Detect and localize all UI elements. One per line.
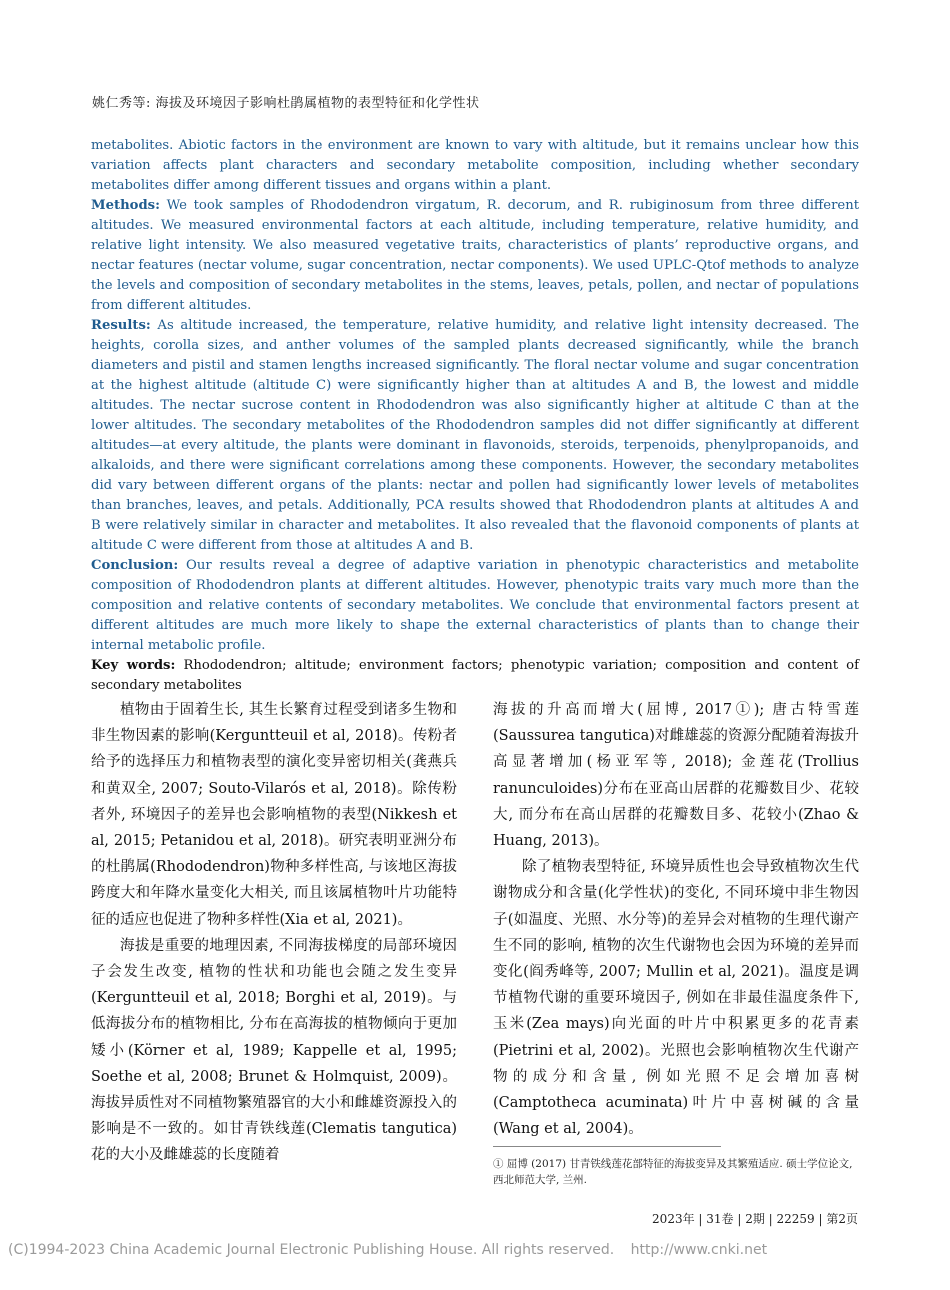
results-label: Results: (91, 318, 151, 333)
keywords (91, 656, 859, 696)
body-column-left (91, 697, 457, 1169)
running-header: 姚仁秀等: 海拔及环境因子影响杜鹃属植物的表型特征和化学性状 (92, 96, 480, 111)
footnote-divider (493, 1146, 721, 1147)
right-paragraph-2: 除了植物表型特征, 环境异质性也会导致植物次生代谢物成分和含量(化学性状)的变化, 不同环境中非生物因子(如温度、光照、水分等)的差异会对植物的生理代谢产生不同的影响, 植物的次生代谢物也会因为环境的差异而变化(阎秀峰等, 2007; Mullin et al, 2021)。温度是调节植物代谢的重要环境因子, 例如在非最佳温度条件下, 玉米(Zea mays)向光面的叶片中积累更多的花青素(Pietrini et al, 2002)。光照也会影响植物次生代谢产物的成分和含量, 例如光照不足会增加喜树(Camptotheca acuminata)叶片中喜树碱的含量(Wang et al, 2004)。 (493, 859, 859, 1138)
results-text: As altitude increased, the temperature, relative humidity, and relative light intensity decreased. The heights, corolla sizes, and anther volumes of the sampled plants decreased significantly, while the branch diameters and pistil and stamen lengths increased significantly. The floral nectar volume and sugar concentration at the highest altitude (altitude C) were significantly higher than at altitudes A and B, the lowest and middle altitudes. The nectar sucrose content in Rhododendron was also significantly higher at altitude C than at the lower altitudes. The secondary metabolites of the Rhododendron samples did not differ significantly at different altitudes—at every altitude, the plants were dominant in flavonoids, steroids, terpenoids, phenylpropanoids, and alkaloids, and there were significant correlations among these components. However, the secondary metabolites did vary between different organs of the plants: nectar and pollen had significantly lower levels of metabolites than branches, leaves, and petals. Additionally, PCA results showed that Rhododendron plants at altitudes A and B were relatively similar in character and metabolites. It also revealed that the flavonoid components of plants at altitude C were different from those at altitudes A and B. (91, 318, 859, 553)
keywords-label: Key words: (91, 658, 176, 673)
keywords-text: Rhododendron; altitude; environment factors; phenotypic variation; composition and content of secondary metabolites (91, 658, 859, 693)
page-info: 2023年 | 31卷 | 2期 | 22259 | 第2页 (652, 1212, 858, 1226)
english-abstract (91, 136, 859, 696)
left-paragraph-2: 海拔是重要的地理因素, 不同海拔梯度的局部环境因子会发生改变, 植物的性状和功能也会随之发生变异(Kerguntteuil et al, 2018; Borghi et al, 2019)。与低海拔分布的植物相比, 分布在高海拔的植物倾向于更加矮小(Körner et al, 1989; Kappelle et al, 1995; Soethe et al, 2008; Brunet & Holmquist, 2009)。海拔异质性对不同植物繁殖器官的大小和雌雄资源投入的影响是不一致的。如甘青铁线莲(Clematis tangutica)花的大小及雌雄蕊的长度随着 (91, 937, 457, 1164)
left-paragraph-1: 植物由于固着生长, 其生长繁育过程受到诸多生物和非生物因素的影响(Kerguntteuil et al, 2018)。传粉者给予的选择压力和植物表型的演化变异密切相关(龚燕兵和黄双全, 2007; Souto-Vilarós et al, 2018)。除传粉者外, 环境因子的差异也会影响植物的表型(Nikkesh et al, 2015; Petanidou et al, 2018)。研究表明亚洲分布的杜鹃属(Rhododendron)物种多样性高, 与该地区海拔跨度大和年降水量变化大相关, 而且该属植物叶片功能特征的适应也促进了物种多样性(Xia et al, 2021)。 (91, 702, 457, 928)
body-column-right (493, 697, 859, 1142)
conclusion-text: Our results reveal a degree of adaptive variation in phenotypic characteristics and metabolite composition of Rhododendron plants at different altitudes. However, phenotypic traits vary much more than the composition and relative contents of secondary metabolites. We conclude that environmental factors present at different altitudes are much more likely to shape the external characteristics of plants than to change their internal metabolic profile. (91, 558, 859, 653)
right-paragraph-1: 海拔的升高而增大(屈博, 2017①); 唐古特雪莲(Saussurea tangutica)对雌雄蕊的资源分配随着海拔升高显著增加(杨亚军等, 2018); 金莲花(Trollius ranunculoides)分布在亚高山居群的花瓣数目少、花较大, 而分布在高山居群的花瓣数目多、花较小(Zhao & Huang, 2013)。 (493, 702, 859, 850)
abstract-methods (91, 196, 859, 316)
watermark-url[interactable]: http://www.cnki.net (630, 1242, 768, 1258)
watermark (8, 1242, 767, 1258)
abstract-results (91, 316, 859, 556)
methods-text: We took samples of Rhododendron virgatum, R. decorum, and R. rubiginosum from three different altitudes. We measured environmental factors at each altitude, including temperature, relative humidity, and relative light intensity. We also measured vegetative traits, characteristics of plants’ reproductive organs, and nectar features (nectar volume, sugar concentration, nectar components). We used UPLC-Qtof methods to analyze the levels and composition of secondary metabolites in the stems, leaves, petals, pollen, and nectar of populations from different altitudes. (91, 198, 859, 313)
conclusion-label: Conclusion: (91, 558, 179, 573)
abstract-intro: metabolites. Abiotic factors in the environment are known to vary with altitude, but it remains unclear how this variation affects plant characters and secondary metabolite composition, including whether secondary metabolites differ among different tissues and organs within a plant. (91, 138, 859, 193)
footnote: ① 屈博 (2017) 甘青铁线莲花部特征的海拔变异及其繁殖适应. 硕士学位论文, 西北师范大学, 兰州. (493, 1158, 853, 1186)
abstract-conclusion (91, 556, 859, 656)
methods-label: Methods: (91, 198, 160, 213)
watermark-copyright: (C)1994-2023 China Academic Journal Electronic Publishing House. All rights reserved. (8, 1242, 615, 1258)
